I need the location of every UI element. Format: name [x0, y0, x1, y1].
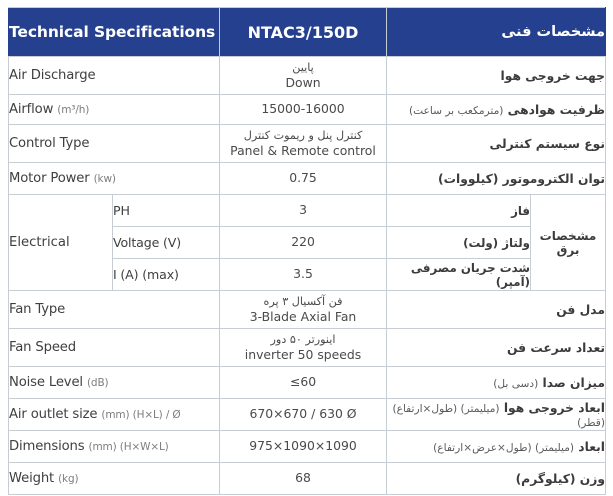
row-farsi-label-motor-power: [387, 163, 606, 195]
table-row-air-outlet-size: [9, 399, 606, 431]
label-text: Control Type: [9, 136, 90, 151]
value-english: 670×670 / 630 Ø: [249, 406, 357, 422]
value-english: Down: [285, 74, 321, 90]
label-text: Air Discharge: [9, 68, 96, 83]
value-english: 3.5: [293, 266, 313, 282]
value-english: 0.75: [289, 170, 317, 186]
subrow-value-voltage: [220, 227, 387, 259]
group-farsi-label-electrical: مشخصات برق: [531, 195, 606, 291]
header-farsi-title: مشخصات فنی: [387, 8, 606, 57]
row-farsi-label-dimensions: [387, 431, 606, 463]
row-label-fan-speed: [9, 329, 220, 367]
label-unit: (mm) (H×W×L): [88, 441, 169, 453]
farsi-label-text: نوع سیستم کنترلی: [489, 136, 606, 151]
subrow-farsi-label-voltage: ولتاژ (ولت): [387, 227, 531, 259]
farsi-label-unit: (دسی بل): [493, 377, 539, 390]
row-value-fan-speed: [220, 329, 387, 367]
value-farsi: فن آکسیال ۳ پره: [263, 294, 343, 308]
row-farsi-label-fan-speed: [387, 329, 606, 367]
subrow-label-current: I (A) (max): [113, 259, 220, 291]
row-value-motor-power: [220, 163, 387, 195]
value-farsi: پایین: [292, 60, 314, 74]
farsi-label-text: جهت خروجی هوا: [500, 68, 606, 83]
value-english: ≤60: [289, 374, 317, 390]
label-unit: (kw): [93, 173, 116, 185]
farsi-label-text: وزن (کیلوگرم): [515, 471, 606, 486]
farsi-label-text: ظرفیت هوادهی: [503, 102, 606, 117]
table-row-airflow: [9, 95, 606, 125]
subrow-label-ph: PH: [113, 195, 220, 227]
label-text: Weight: [9, 471, 59, 486]
table-header-row: [9, 8, 606, 57]
label-unit: (dB): [86, 377, 109, 389]
row-value-control-type: [220, 125, 387, 163]
farsi-label-text: تعداد سرعت فن: [506, 340, 606, 355]
label-text: Air outlet size: [9, 407, 102, 422]
farsi-label-text: ابعاد خروجی هوا: [499, 400, 606, 415]
row-value-airflow: [220, 95, 387, 125]
label-unit: (m³/h): [57, 104, 90, 116]
subrow-value-current: [220, 259, 387, 291]
farsi-label-text: مدل فن: [556, 302, 606, 317]
row-farsi-label-weight: [387, 463, 606, 495]
row-value-dimensions: [220, 431, 387, 463]
row-farsi-label-noise-level: [387, 367, 606, 399]
row-label-control-type: [9, 125, 220, 163]
value-english: 220: [291, 234, 315, 250]
value-english: Panel & Remote control: [230, 142, 376, 158]
label-text: Airflow: [9, 102, 58, 117]
table-row-dimensions: [9, 431, 606, 463]
value-english: 3: [299, 202, 307, 218]
row-farsi-label-fan-type: [387, 291, 606, 329]
label-text: Fan Type: [9, 302, 66, 317]
row-label-noise-level: [9, 367, 220, 399]
label-text: Motor Power: [9, 171, 94, 186]
value-english: 3-Blade Axial Fan: [249, 308, 357, 324]
table-row-weight: [9, 463, 606, 495]
row-farsi-label-air-outlet-size: [387, 399, 606, 431]
row-label-weight: [9, 463, 220, 495]
label-text: Noise Level: [9, 375, 87, 390]
row-label-fan-type: [9, 291, 220, 329]
header-model-name: NTAC3/150D: [220, 8, 387, 57]
row-value-air-discharge: [220, 57, 387, 95]
value-farsi: کنترل پنل و ریموت کنترل: [243, 128, 363, 142]
table-row-noise-level: [9, 367, 606, 399]
row-farsi-label-airflow: [387, 95, 606, 125]
farsi-label-unit: (مترمکعب بر ساعت): [409, 104, 504, 117]
table-row-air-discharge: [9, 57, 606, 95]
value-english: 975×1090×1090: [249, 438, 357, 454]
table-row-motor-power: [9, 163, 606, 195]
row-value-weight: [220, 463, 387, 495]
farsi-label-unit: (میلیمتر) (طول×ارتفاع)(قطر): [392, 402, 606, 429]
value-farsi: اینورتر ۵۰ دور: [270, 332, 336, 346]
label-text: Dimensions: [9, 439, 89, 454]
subrow-label-voltage: Voltage (V): [113, 227, 220, 259]
group-label-electrical: Electrical: [9, 195, 113, 291]
row-label-motor-power: [9, 163, 220, 195]
table-row-fan-speed: [9, 329, 606, 367]
row-label-dimensions: [9, 431, 220, 463]
value-english: 68: [295, 470, 311, 486]
technical-specifications-table: [8, 7, 606, 495]
table-row-electrical-ph: [9, 195, 606, 227]
row-label-air-outlet-size: [9, 399, 220, 431]
farsi-label-text: توان الکتروموتور (کیلووات): [438, 171, 606, 186]
subrow-farsi-label-ph: فاز: [387, 195, 531, 227]
row-value-fan-type: [220, 291, 387, 329]
subrow-value-ph: [220, 195, 387, 227]
row-value-air-outlet-size: [220, 399, 387, 431]
table-row-control-type: [9, 125, 606, 163]
label-unit: (kg): [58, 473, 79, 485]
row-farsi-label-air-discharge: [387, 57, 606, 95]
farsi-label-text: ابعاد: [574, 439, 606, 454]
row-label-air-discharge: [9, 57, 220, 95]
farsi-label-text: میزان صدا: [538, 375, 606, 390]
row-value-noise-level: [220, 367, 387, 399]
value-english: inverter 50 speeds: [244, 346, 362, 362]
value-english: 15000-16000: [261, 101, 345, 117]
label-text: Fan Speed: [9, 340, 76, 355]
farsi-label-unit: (میلیمتر) (طول×عرض×ارتفاع): [433, 441, 575, 454]
subrow-farsi-label-current: شدت جریان مصرفی (آمپر): [387, 259, 531, 291]
header-english-title: Technical Specifications: [9, 8, 220, 57]
row-farsi-label-control-type: [387, 125, 606, 163]
label-unit: (mm) (H×L) / Ø: [101, 409, 181, 421]
row-label-airflow: [9, 95, 220, 125]
table-row-fan-type: [9, 291, 606, 329]
